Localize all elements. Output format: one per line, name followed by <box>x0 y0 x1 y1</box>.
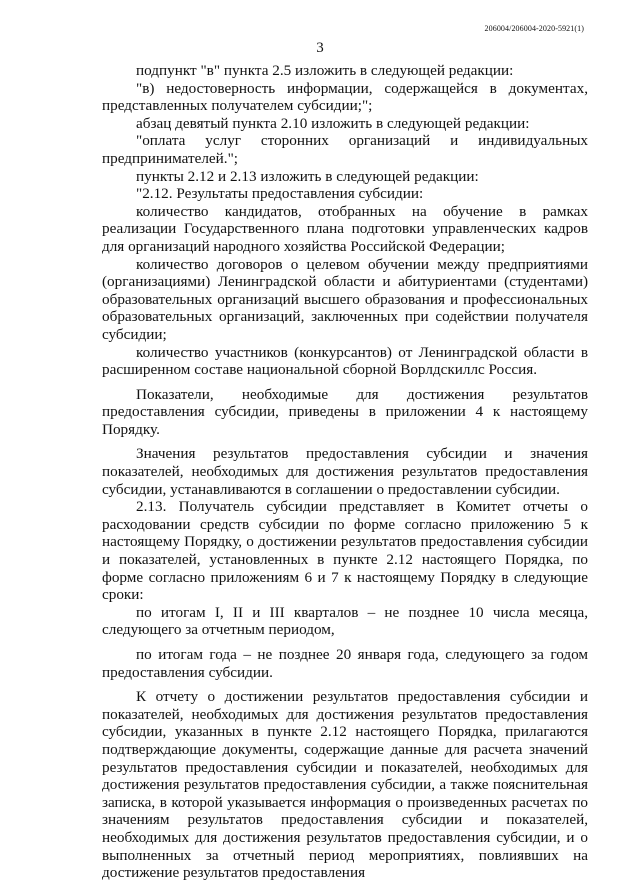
paragraph: "2.12. Результаты предоставления субсидии: <box>136 185 424 203</box>
document-id: 206004/206004-2020-5921(1) <box>484 24 584 33</box>
paragraph: "в) недостоверность информации, содержащейся в документах, представленных получателем субсидии;"; <box>102 79 588 115</box>
paragraph: количество договоров о целевом обучении между предприятиями (организациями) Ленинградской области и абитуриентами (студентами) образовательных организаций высшего образования и профессиональных образовательных организаций, заключенных при содействии получателя субсидии; <box>102 255 588 343</box>
paragraph: Показатели, необходимые для достижения результатов предоставления субсидии, приведены в приложении 4 к настоящему Порядку. <box>102 385 588 438</box>
paragraph: "оплата услуг сторонних организаций и индивидуальных предпринимателей."; <box>102 132 588 167</box>
page-number: 3 <box>316 40 324 56</box>
paragraph: по итогам года – не позднее 20 января года, следующего за годом предоставления субсидии. <box>102 646 588 681</box>
document-body <box>102 62 588 882</box>
paragraph: К отчету о достижении результатов предоставления субсидии и показателей, необходимых для достижения результатов предоставления субсидии, указанных в пункте 2.12 настоящего Порядка, прилагаются подтверждающие документы, содержащие данные для расчета значений результатов предоставления субсидии и показателей, необходимых для достижения результатов предоставления субсидии, а также пояснительная записка, в которой указывается информация о произведенных расчетах по значениям результатов предоставления субсидии и показателей, необходимых для достижения результатов предоставления субсидии, и о выполненных за отчетный период мероприятиях, повлиявших на достижение результатов предоставления <box>102 688 588 882</box>
paragraph: подпункт "в" пункта 2.5 изложить в следующей редакции: <box>136 62 514 79</box>
paragraph: пункты 2.12 и 2.13 изложить в следующей редакции: <box>136 167 479 185</box>
paragraph: Значения результатов предоставления субсидии и значения показателей, необходимых для достижения результатов предоставления субсидии, устанавливаются в соглашении о предоставлении субсидии. <box>102 445 588 498</box>
paragraph: 2.13. Получатель субсидии представляет в Комитет отчеты о расходовании средств субсидии по форме согласно приложению 5 к настоящему Порядку, о достижении результатов предоставления субсидии и показателей, установленных в пункте 2.12 настоящего Порядка, по форме согласно приложениям 6 и 7 к настоящему Порядку в следующие сроки: <box>102 498 588 604</box>
paragraph: количество кандидатов, отобранных на обучение в рамках реализации Государственного плана подготовки управленческих кадров для организаций народного хозяйства Российской Федерации; <box>102 202 588 255</box>
paragraph: количество участников (конкурсантов) от Ленинградской области в расширенном составе национальной сборной Ворлдскиллс Россия. <box>102 343 588 379</box>
paragraph: абзац девятый пункта 2.10 изложить в следующей редакции: <box>136 114 530 132</box>
paragraph: по итогам I, II и III кварталов – не позднее 10 числа месяца, следующего за отчетным периодом, <box>102 603 588 639</box>
